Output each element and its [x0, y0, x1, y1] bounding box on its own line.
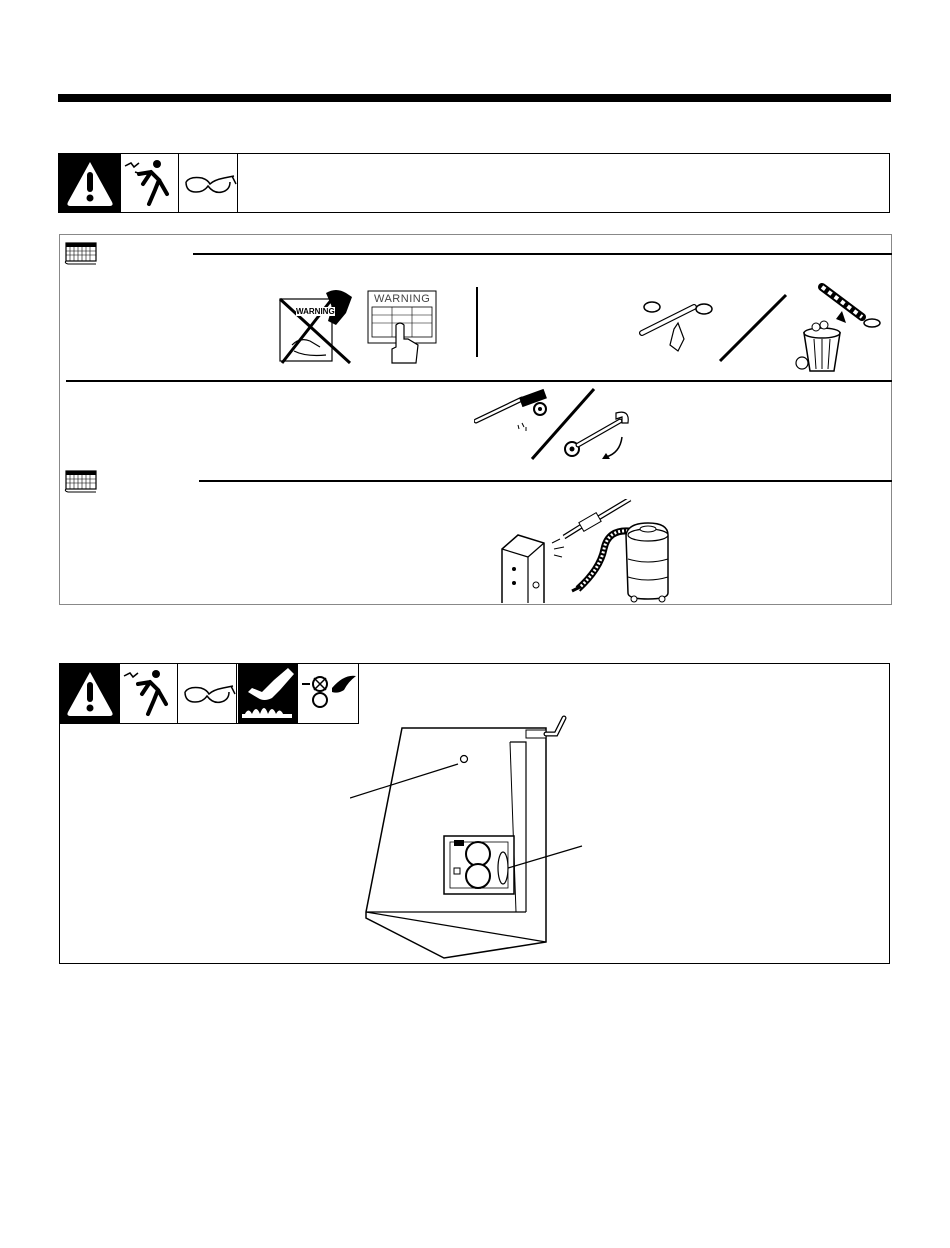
wire-feeder-cabinet-illustration [350, 708, 650, 964]
moving-parts-icon [298, 664, 358, 723]
slash-divider [716, 291, 790, 365]
crossed-label-illustration [276, 285, 356, 367]
air-blow-vacuum-illustration [500, 499, 700, 605]
hand-tools-illustration [638, 293, 718, 357]
warning-strip-2 [60, 664, 359, 724]
safety-glasses-icon [179, 664, 237, 723]
section-rule [199, 480, 892, 482]
warning-block-2 [59, 663, 890, 964]
warning-triangle-icon [59, 154, 121, 212]
warning-sign-illustration [366, 289, 442, 367]
warning-sign-text: WARNING [374, 293, 431, 305]
safety-glasses-icon [180, 154, 238, 212]
warning-strip-1 [58, 153, 890, 213]
section-rule [193, 253, 892, 255]
electric-shock-icon [120, 664, 178, 723]
header-rule [58, 94, 891, 102]
trash-can-icon [790, 281, 890, 377]
illustration-divider [476, 287, 478, 357]
warning-label-text: WARNING [296, 307, 335, 316]
brush-wrench-illustration [474, 387, 644, 463]
hot-parts-icon [238, 664, 298, 723]
section-rule [66, 380, 892, 382]
calendar-icon [64, 469, 98, 493]
warning-triangle-icon [60, 664, 120, 723]
calendar-icon [64, 241, 98, 265]
electric-shock-icon [121, 154, 179, 212]
maintenance-panel [59, 234, 892, 605]
